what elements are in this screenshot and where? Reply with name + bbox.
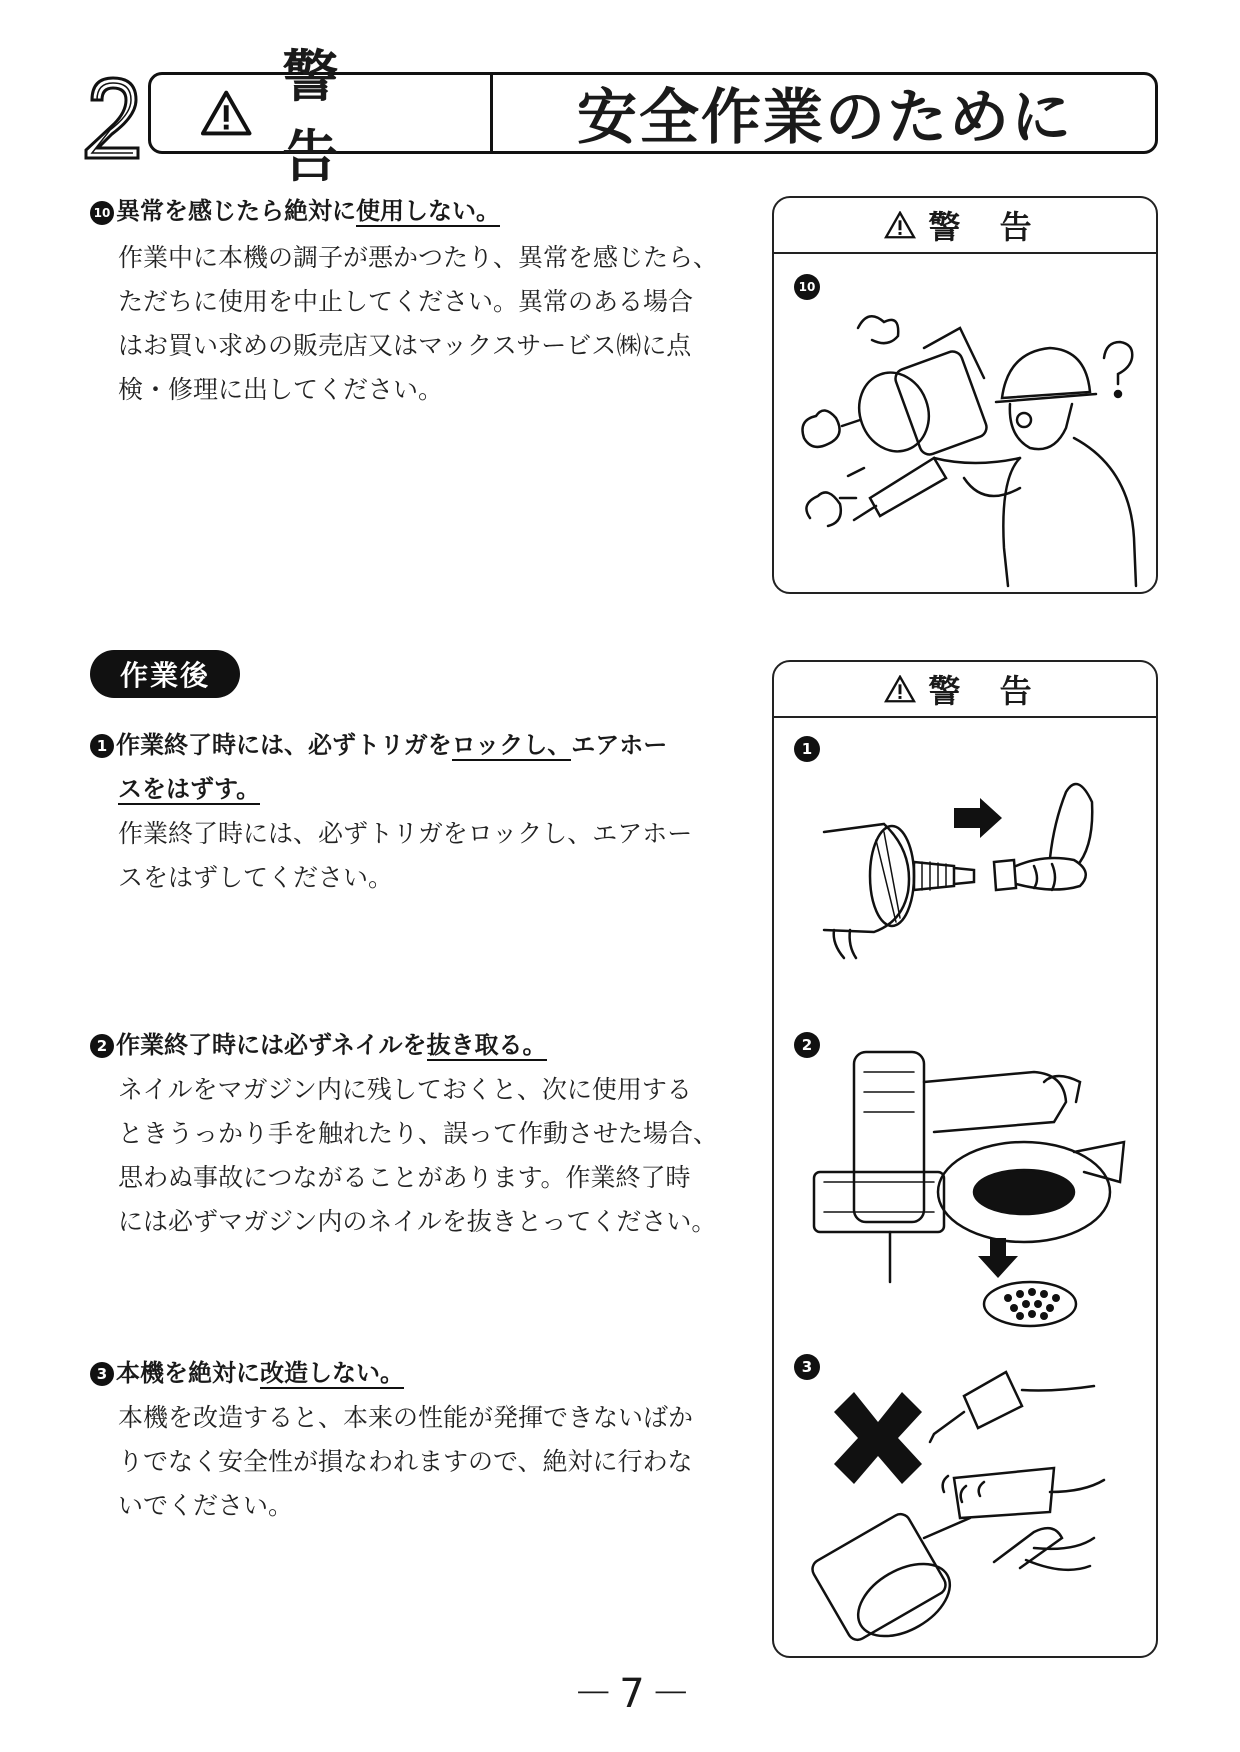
warning-triangle-icon [884,211,916,239]
after-item3-badge: 3 [90,1362,114,1386]
page-title: 安全作業のために [577,83,1073,153]
after-item2-body: ネイルをマガジン内に残しておくと、次に使用する ときうっかり手を触れたり、誤って作動させた場合、 思わぬ事故につながることがあります。作業終了時 には必ずマガジン内のネイルを抜きとってください。 [118,1075,719,1236]
section-number-outline [82,72,144,162]
warning-triangle-icon [884,675,916,703]
prohibited-x-icon [834,1392,922,1484]
item10-body: 作業中に本機の調子が悪かつたり、異常を感じたら、 ただちに使用を中止してください。異常のある場合 はお買い求めの販売店又はマックスサービス㈱に点 検・修理に出してください。 [118,243,719,404]
header-warning [200,45,480,190]
after-work-tab: 作業後 [90,650,240,698]
after-item2-heading: 2 作業終了時には必ずネイルを抜き取る。 [90,1026,770,1064]
warning-panel-2 [772,660,1158,1658]
hose-disconnect-illustration [804,762,1144,962]
item10-badge: 10 [90,201,114,225]
after-item1-heading: 1 作業終了時には、必ずトリガをロックし、エアホー [90,726,770,764]
warning-triangle-icon [200,89,252,137]
panel2-badge-2: 2 [794,1032,820,1058]
nail-coil-icon [984,1282,1076,1326]
page-number: －7－ [573,1671,697,1717]
header-warning-label: 警 告 [282,45,363,190]
after-item1-heading-line2: スをはずす。 [118,775,261,803]
header-divider [490,72,493,154]
worker-with-nailer-illustration [784,308,1150,588]
nail-removal-illustration [794,1042,1144,1342]
panel2-header: 警 告 [774,662,1156,718]
after-item3-body: 本機を改造すると、本来の性能が発揮できないばか りでなく安全性が損なわれますので、絶対に行わな いでください。 [118,1403,694,1520]
warning-panel-1 [772,196,1158,594]
after-item2-badge: 2 [90,1034,114,1058]
after-item3-heading: 3 本機を絶対に改造しない。 [90,1354,770,1392]
item10-heading: 10 異常を感じたら絶対に使用しない。 [90,192,770,230]
no-modification-illustration [794,1362,1144,1652]
panel1-badge: 10 [794,274,820,300]
after-item1-body: 作業終了時には、必ずトリガをロックし、エアホー スをはずしてください。 [118,819,693,892]
panel2-badge-1: 1 [794,736,820,762]
panel2-badge-3: 3 [794,1354,820,1380]
panel1-header: 警 告 [774,198,1156,254]
after-item1-badge: 1 [90,734,114,758]
item10-underlined: 使用しない。 [356,197,500,225]
